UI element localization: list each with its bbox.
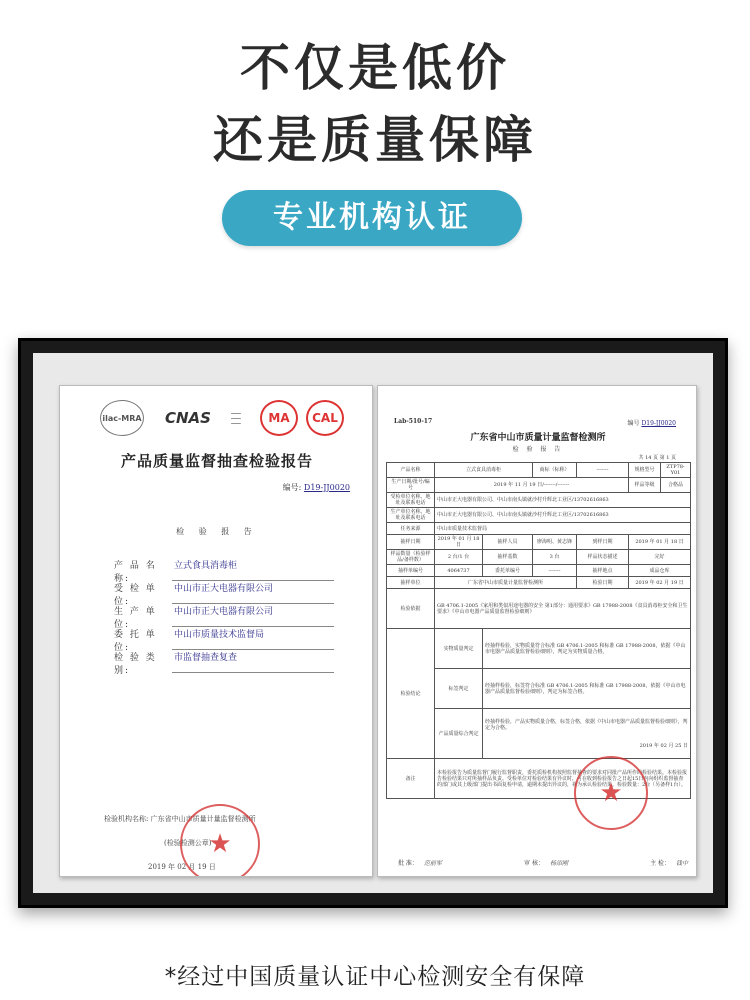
field-row <box>114 650 334 676</box>
certificate-frame <box>18 338 728 908</box>
field-row <box>114 558 334 584</box>
table-row <box>387 535 691 550</box>
report-date: 2019 年 02 月 19 日 <box>148 863 216 871</box>
field-label: 受 检 单 位: <box>114 584 157 607</box>
report-number-value: D19-JJ0020 <box>303 483 350 492</box>
table-label: 检验依据 <box>387 589 435 629</box>
field-row <box>114 604 334 630</box>
table-value: 2 台/1 台 <box>435 550 483 565</box>
table-label: 产品质量综合判定 <box>435 709 483 759</box>
cnas-logo-text: ━━━━ ━━━━ ━━━━ <box>231 410 241 426</box>
table-row <box>387 550 691 565</box>
review-name: 杨添刚 <box>549 860 568 867</box>
table-value: 中山市质量技术监督局 <box>435 523 691 535</box>
table-row <box>387 577 691 589</box>
certificate-left <box>59 385 373 877</box>
approve-label: 批 准： <box>398 860 418 867</box>
table-value: 经抽样检验，标签符合标准 GB 4706.1-2005 和标准 GB 17988-2008，依据《中山市电器产品质量监督检验细则》，判定为标签合格。 <box>483 669 691 709</box>
table-label: 检验结论 <box>387 629 435 759</box>
signature-row <box>398 858 688 867</box>
table-row <box>387 463 691 478</box>
table-label: 抽样日期 <box>387 535 435 550</box>
check-name: 钱中 <box>675 860 688 867</box>
review-label: 审 核： <box>524 860 544 867</box>
table-row <box>387 589 691 629</box>
field-label: 委 托 单 位: <box>114 630 157 653</box>
certificate-right <box>377 385 697 877</box>
field-value: 市监督抽查复查 <box>172 650 334 673</box>
org-sub: (检验检测公章) <box>164 839 212 847</box>
table-row <box>387 478 691 493</box>
org-label: 检验机构名称: <box>104 815 149 823</box>
lab-code: Lab-510-17 <box>394 418 433 425</box>
field-label: 产 品 名 称: <box>114 561 157 584</box>
table-label: 任务来源 <box>387 523 435 535</box>
table-value: 中山市正大电器有限公司、中山市南头镇就沙村升辉北工业区/13702616863 <box>435 508 691 523</box>
org-value: 广东省中山市质量计量监督检测所 <box>150 815 256 823</box>
field-label: 生 产 单 位: <box>114 607 157 630</box>
table-value: ------- <box>533 565 577 577</box>
headline-line2: 还是质量保障 <box>213 111 537 169</box>
check-label: 主 检： <box>650 860 670 867</box>
field-label: 检 验 类 别: <box>114 653 157 676</box>
report-number <box>283 482 350 493</box>
certification-badge: 专业机构认证 <box>222 190 522 246</box>
table-label: 实物质量判定 <box>435 629 483 669</box>
cnas-logo: CNAS <box>165 409 211 427</box>
table-label: 到样日期 <box>577 535 629 550</box>
check-signature <box>650 858 688 867</box>
table-row <box>387 629 691 669</box>
table-label: 样品状态描述 <box>577 550 629 565</box>
table-label: 标签判定 <box>435 669 483 709</box>
field-value: 立式食具消毒柜 <box>172 558 334 581</box>
official-seal-stamp: ★ <box>180 804 260 877</box>
headline-line1: 不仅是低价 <box>240 39 510 97</box>
table-value: 2019 年 02 月 19 日 <box>629 577 691 589</box>
page-count: 共 14 页 第 1 页 <box>638 455 676 461</box>
table-label: 产品名称 <box>387 463 435 478</box>
ma-logo: MA <box>260 400 298 436</box>
report-subtitle: 检 验 报 告 <box>176 527 258 536</box>
table-value: 广东省中山市质量计量监督检测所 <box>435 577 577 589</box>
table-label: 抽样单编号 <box>387 565 435 577</box>
table-value: 合格品 <box>661 478 691 493</box>
table-label: 抽样地点 <box>577 565 629 577</box>
field-value: 中山市正大电器有限公司 <box>172 581 334 604</box>
table-label: 抽样人员 <box>483 535 533 550</box>
table-value: 2019 年 01 月 18 日 <box>435 535 483 550</box>
table-label: 规格型号 <box>629 463 661 478</box>
field-row <box>114 581 334 607</box>
table-value: 经抽样检验，实物质量符合标准 GB 4706.1-2005 和标准 GB 17988-2008，依据《中山市电器产品质量监督检验细则》，判定为实物质量合格。 <box>483 629 691 669</box>
field-row <box>114 627 334 653</box>
table-value: 中山市正大电器有限公司、中山市南头镇就沙村升辉北工业区/13702616863 <box>435 493 691 508</box>
table-label: 样品数量（检验样品/备样数） <box>387 550 435 565</box>
table-label: 抽样基数 <box>483 550 533 565</box>
report-title: 产品质量监督抽查检验报告 <box>120 452 313 470</box>
table-label: 生产日期/批号/编号 <box>387 478 435 493</box>
conclusion-date: 2019 年 02 月 25 日 <box>639 742 689 749</box>
table-label: 检验日期 <box>577 577 629 589</box>
table-row <box>387 508 691 523</box>
table-value: 2019 年 01 月 18 日 <box>629 535 691 550</box>
lab-title: 广东省中山市质量计量监督检测所 <box>470 433 606 443</box>
report-number-value: D19-JJ0020 <box>641 420 676 427</box>
inspection-table <box>386 462 691 799</box>
table-row <box>387 565 691 577</box>
table-value: 完好 <box>629 550 691 565</box>
table-row <box>387 493 691 508</box>
table-value <box>483 709 691 759</box>
field-value: 中山市质量技术监督局 <box>172 627 334 650</box>
table-value: 成品仓库 <box>629 565 691 577</box>
cal-logo: CAL <box>306 400 344 436</box>
table-value: 廖海明、黄志锋 <box>533 535 577 550</box>
table-value: GB 4706.1-2005《家用和类似用途电器的安全 第1部分：通用要求》GB 17988-2008《食具消毒柜安全和卫生要求》《中山市电器产品质量监督检验细则》 <box>435 589 691 629</box>
table-label: 商标（标称） <box>533 463 577 478</box>
table-value: 3 台 <box>533 550 577 565</box>
report-number <box>628 418 677 427</box>
table-value: 立式食具消毒柜 <box>435 463 533 478</box>
table-value: ------- <box>577 463 629 478</box>
table-value: 4064737 <box>435 565 483 577</box>
table-value: 本检验报告为质量监督门履行监督职责，委托质检机构按照监督抽查的要求对同批产品所作的检验结果。本检验报告检验结果只对所抽样品负责。受检单位对检验结果有异议时，可在收到检验报告之日起15日内向组织监督抽查的部门或其上级部门提出书面复检申请，逾期未提出异议的，视为承认检验结果。检验数量：2台（另备样1台）。 <box>435 759 691 799</box>
field-value: 中山市正大电器有限公司 <box>172 604 334 627</box>
frame-mat <box>33 353 713 893</box>
table-label: 抽样单位 <box>387 577 435 589</box>
table-label: 样品等级 <box>629 478 661 493</box>
conclusion-text: 经抽样检验，产品实物质量合格，标签合格，依据《中山市电器产品质量监督检验细则》，判定为合格。 <box>485 718 688 731</box>
approve-signature <box>398 858 442 867</box>
approve-name: 范前军 <box>423 860 442 867</box>
footer-note: *经过中国质量认证中心检测安全有保障 <box>164 964 586 990</box>
ilac-mra-logo: ilac-MRA <box>100 400 144 436</box>
report-number-label: 编号 <box>627 420 640 427</box>
accreditation-logos <box>100 400 340 440</box>
table-row <box>387 523 691 535</box>
table-label: 备注 <box>387 759 435 799</box>
report-number-label: 编号: <box>282 483 302 492</box>
review-signature <box>524 858 568 867</box>
report-fields <box>114 558 334 676</box>
table-value: 2019 年 11 月 19 日/-------/------- <box>435 478 629 493</box>
table-label: 委托单编号 <box>483 565 533 577</box>
report-subtitle: 检 验 报 告 <box>512 446 564 453</box>
table-value: ZTP78-Y01 <box>661 463 691 478</box>
table-label: 受检单位名称、地址及联系电话 <box>387 493 435 508</box>
official-seal-stamp: ★ <box>574 756 648 830</box>
table-label: 生产单位名称、地址及联系电话 <box>387 508 435 523</box>
